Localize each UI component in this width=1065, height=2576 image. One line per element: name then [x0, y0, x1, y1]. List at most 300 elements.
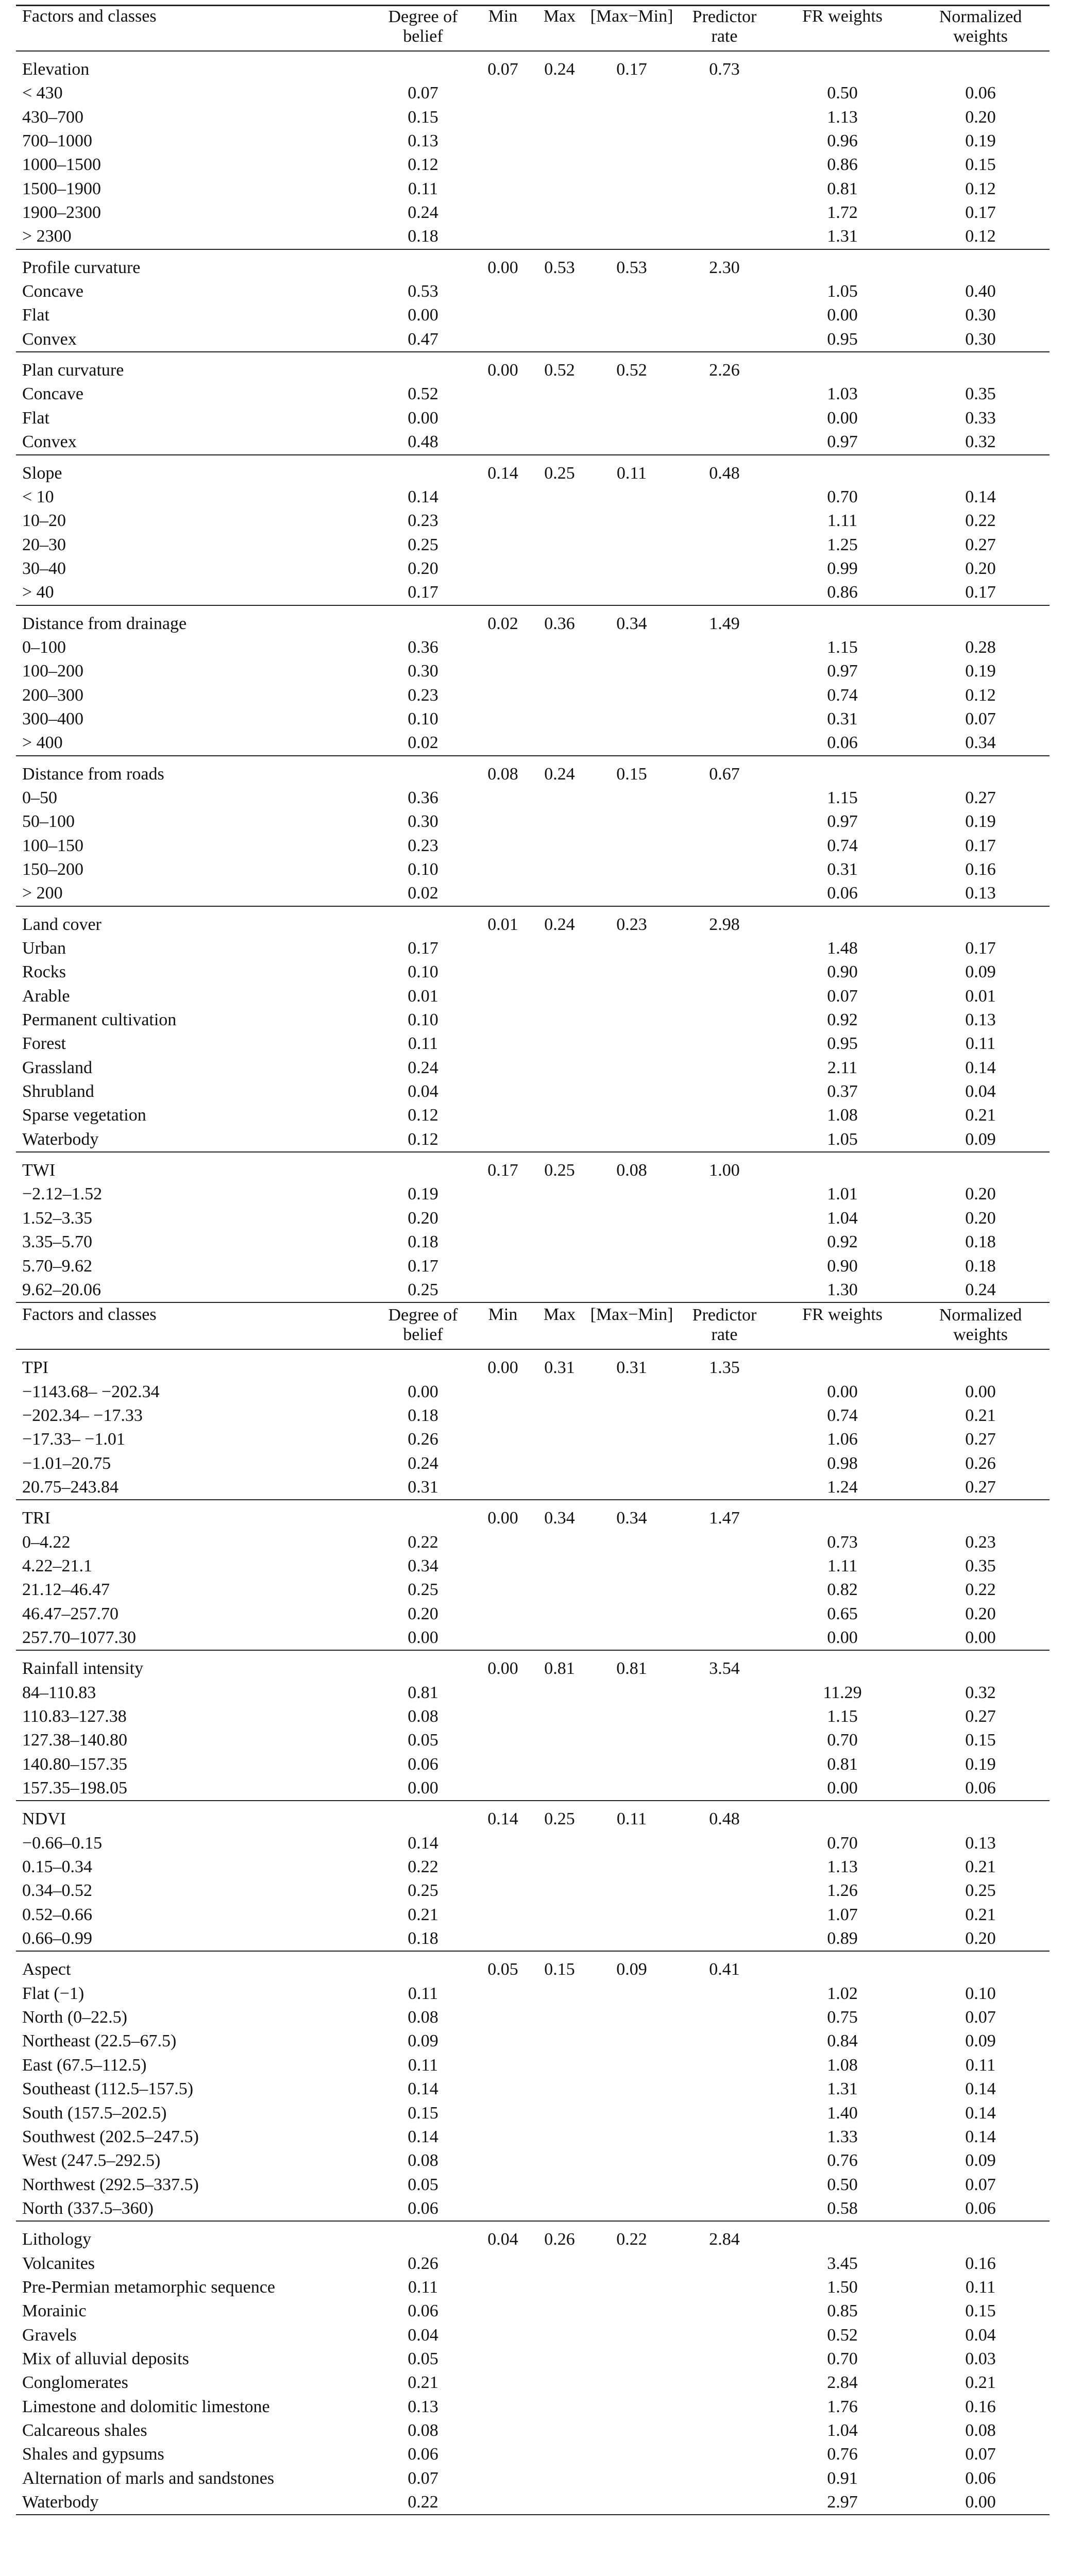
class-row: [16, 1230, 1050, 1254]
fr-weight-cell: 1.13: [827, 1857, 858, 1877]
class-name: > 400: [22, 733, 63, 753]
degree-of-belief-cell: 0.26: [408, 1430, 438, 1449]
predictor-rate-cell: [675, 1879, 773, 1903]
normalized-weight-cell: 0.19: [965, 662, 996, 681]
min-cell: [475, 1080, 531, 1104]
fr-weight-cell: 0.74: [827, 836, 858, 855]
class-row: [16, 485, 1050, 509]
min-cell: [475, 2077, 531, 2101]
min-cell: [475, 2443, 531, 2466]
predictor-rate-cell: [675, 2102, 773, 2125]
fr-weight-cell: 1.03: [827, 384, 858, 404]
min-cell: [475, 201, 531, 225]
min-cell: [475, 1927, 531, 1951]
class-name: Convex: [22, 432, 77, 452]
predictor-rate-cell: [675, 684, 773, 707]
factor-name: Elevation: [22, 60, 90, 79]
factor-group: [16, 605, 1050, 756]
normalized-weight-cell: 0.19: [965, 812, 996, 832]
max-min-cell: [588, 2371, 675, 2395]
degree-of-belief-cell: [371, 1657, 475, 1681]
class-row: [16, 1626, 1050, 1650]
predictor-rate-cell: [675, 2029, 773, 2053]
fr-weight-cell: 1.24: [827, 1477, 858, 1497]
predictor-rate-cell: [675, 810, 773, 834]
col-min-header: Min: [488, 1305, 518, 1325]
class-row: [16, 2173, 1050, 2197]
factor-name: Lithology: [22, 2230, 92, 2249]
min-cell: [475, 2276, 531, 2299]
degree-of-belief-cell: 0.06: [408, 2445, 438, 2464]
col-factors-classes-header: Factors and classes: [22, 7, 157, 26]
fr-weight-cell: 0.75: [827, 2008, 858, 2027]
predictor-rate-cell: [675, 382, 773, 406]
class-name: Sparse vegetation: [22, 1106, 146, 1125]
factor-group: [16, 1500, 1050, 1650]
degree-of-belief-cell: 0.25: [408, 1881, 438, 1901]
normalized-weight-cell: 0.16: [965, 2253, 996, 2273]
max-min-cell: [588, 2102, 675, 2125]
class-name: Conglomerates: [22, 2373, 128, 2393]
class-name: 5.70–9.62: [22, 1256, 92, 1276]
max-min-cell: [588, 1008, 675, 1032]
normalized-weight-cell: 0.27: [965, 1707, 996, 1726]
max-cell: [531, 834, 588, 858]
min-cell: [475, 1056, 531, 1080]
normalized-weight-cell: 0.12: [965, 685, 996, 705]
min-cell: [475, 731, 531, 755]
predictor-rate-cell: [675, 1626, 773, 1650]
max-cell: [531, 1428, 588, 1451]
col-normalized-weights-header: Normalized weights: [939, 7, 1022, 46]
class-name: 0.15–0.34: [22, 1857, 92, 1877]
class-row: [16, 1982, 1050, 2006]
max-cell: [531, 430, 588, 454]
fr-weight-cell: [773, 462, 911, 485]
predictor-rate-cell: [675, 2490, 773, 2515]
max-cell: 0.26: [544, 2230, 575, 2249]
max-cell: [531, 1705, 588, 1728]
normalized-weight-cell: 0.01: [965, 986, 996, 1006]
class-name: < 10: [22, 487, 54, 506]
max-cell: [531, 731, 588, 755]
fr-weight-cell: 0.70: [827, 2349, 858, 2368]
class-row: [16, 1008, 1050, 1032]
class-name: Southwest (202.5–247.5): [22, 2127, 199, 2146]
max-min-cell: 0.08: [616, 1161, 647, 1180]
class-row: [16, 557, 1050, 581]
min-cell: [475, 2299, 531, 2323]
class-name: Morainic: [22, 2301, 87, 2321]
max-min-cell: [588, 81, 675, 105]
normalized-weight-cell: 0.21: [965, 1857, 996, 1877]
degree-of-belief-cell: 0.05: [408, 2175, 438, 2194]
class-name: Flat: [22, 306, 49, 325]
max-min-cell: [588, 1128, 675, 1152]
max-cell: [531, 2054, 588, 2077]
max-cell: [531, 509, 588, 533]
normalized-weight-cell: 0.09: [965, 2151, 996, 2171]
predictor-rate-cell: [675, 406, 773, 430]
normalized-weight-cell: 0.13: [965, 884, 996, 903]
min-cell: [475, 129, 531, 153]
part-separator: [16, 1302, 1050, 1349]
max-cell: [531, 2467, 588, 2490]
max-min-cell: [588, 2443, 675, 2466]
degree-of-belief-cell: 0.26: [408, 2253, 438, 2273]
class-name: North (0–22.5): [22, 2008, 127, 2027]
fr-weight-cell: 0.76: [827, 2445, 858, 2464]
degree-of-belief-cell: 0.21: [408, 2373, 438, 2393]
fr-weight-cell: [773, 2228, 911, 2251]
max-min-cell: [588, 1554, 675, 1578]
max-min-cell: [588, 684, 675, 707]
fr-weight-cell: 0.70: [827, 1731, 858, 1750]
predictor-rate-cell: [675, 1753, 773, 1776]
min-cell: [475, 1230, 531, 1254]
normalized-weight-cell: 0.20: [965, 1929, 996, 1948]
max-cell: [531, 1626, 588, 1650]
fr-weight-cell: 0.89: [827, 1929, 858, 1948]
max-min-cell: [588, 2173, 675, 2197]
min-cell: [475, 2347, 531, 2371]
min-cell: [475, 2252, 531, 2276]
max-min-cell: [588, 557, 675, 581]
min-cell: 0.14: [487, 1809, 518, 1829]
fr-weight-cell: 1.50: [827, 2277, 858, 2297]
predictor-rate-cell: [675, 1776, 773, 1801]
max-cell: 0.31: [544, 1358, 575, 1378]
max-min-cell: [588, 2490, 675, 2515]
max-cell: [531, 2490, 588, 2515]
class-name: 0–100: [22, 637, 66, 657]
min-cell: [475, 2173, 531, 2197]
fr-weight-cell: [773, 612, 911, 636]
predictor-rate-cell: [675, 1602, 773, 1626]
predictor-rate-cell: [675, 2252, 773, 2276]
predictor-rate-cell: [675, 1056, 773, 1080]
degree-of-belief-cell: 0.10: [408, 709, 438, 728]
min-cell: [475, 1554, 531, 1578]
predictor-rate-cell: [675, 1578, 773, 1602]
class-name: 0.52–0.66: [22, 1905, 92, 1924]
degree-of-belief-cell: 0.15: [408, 107, 438, 127]
class-name: Waterbody: [22, 1129, 99, 1149]
normalized-weight-cell: [911, 1958, 1050, 1981]
normalized-weight-cell: [911, 1506, 1050, 1530]
max-cell: [531, 1554, 588, 1578]
predictor-rate-cell: 2.84: [709, 2230, 740, 2249]
max-min-cell: [588, 1855, 675, 1879]
fr-weight-cell: [773, 1807, 911, 1831]
class-row: [16, 2149, 1050, 2173]
fr-weight-cell: 0.50: [827, 2175, 858, 2194]
class-name: Flat: [22, 408, 49, 428]
min-cell: [475, 328, 531, 352]
min-cell: [475, 2197, 531, 2221]
max-min-cell: [588, 2054, 675, 2077]
fr-weight-cell: 0.86: [827, 583, 858, 602]
degree-of-belief-cell: 0.08: [408, 2151, 438, 2171]
class-name: 4.22–21.1: [22, 1556, 92, 1575]
normalized-weight-cell: 0.18: [965, 1232, 996, 1252]
max-min-cell: [588, 1104, 675, 1127]
fr-weight-cell: 1.05: [827, 1129, 858, 1149]
min-cell: [475, 636, 531, 659]
min-cell: [475, 1681, 531, 1705]
class-row: [16, 2419, 1050, 2443]
fr-weight-cell: 0.73: [827, 1532, 858, 1552]
factor-name: Rainfall intensity: [22, 1659, 144, 1679]
class-row: [16, 2467, 1050, 2490]
predictor-rate-cell: [675, 1380, 773, 1404]
class-name: 1.52–3.35: [22, 1208, 92, 1228]
normalized-weight-cell: 0.20: [965, 1184, 996, 1204]
class-row: [16, 1380, 1050, 1404]
fr-weight-cell: [773, 359, 911, 382]
class-row: [16, 1705, 1050, 1728]
predictor-rate-cell: [675, 1080, 773, 1104]
normalized-weight-cell: 0.21: [965, 1905, 996, 1924]
fr-weight-cell: [773, 1159, 911, 1182]
max-cell: [531, 1476, 588, 1500]
max-cell: [531, 1832, 588, 1855]
normalized-weight-cell: 0.14: [965, 487, 996, 506]
predictor-rate-cell: [675, 2395, 773, 2419]
class-name: > 200: [22, 884, 63, 903]
normalized-weight-cell: [911, 256, 1050, 280]
degree-of-belief-cell: 0.12: [408, 1106, 438, 1125]
predictor-rate-cell: [675, 1476, 773, 1500]
normalized-weight-cell: 0.22: [965, 511, 996, 531]
degree-of-belief-cell: 0.14: [408, 2127, 438, 2146]
normalized-weight-cell: 0.21: [965, 2373, 996, 2393]
normalized-weight-cell: 0.12: [965, 227, 996, 246]
normalized-weight-cell: 0.20: [965, 558, 996, 578]
degree-of-belief-cell: 0.00: [408, 306, 438, 325]
degree-of-belief-cell: 0.14: [408, 2079, 438, 2099]
max-min-cell: [588, 960, 675, 984]
max-cell: 0.24: [544, 764, 575, 784]
fr-weight-cell: [773, 1356, 911, 1380]
class-name: Convex: [22, 329, 77, 349]
max-min-cell: [588, 937, 675, 960]
frequency-ratio-table: [16, 5, 1050, 2515]
max-min-cell: [588, 1879, 675, 1903]
max-min-cell: 0.17: [616, 60, 647, 79]
min-cell: [475, 81, 531, 105]
class-row: [16, 201, 1050, 225]
degree-of-belief-cell: 0.00: [408, 1778, 438, 1798]
normalized-weight-cell: 0.10: [965, 1984, 996, 2003]
degree-of-belief-cell: 0.12: [408, 155, 438, 175]
fr-weight-cell: 1.02: [827, 1984, 858, 2003]
predictor-rate-cell: [675, 834, 773, 858]
degree-of-belief-cell: 0.07: [408, 83, 438, 103]
min-cell: [475, 2006, 531, 2029]
factor-row: [16, 1506, 1050, 1530]
min-cell: [475, 810, 531, 834]
min-cell: [475, 1104, 531, 1127]
degree-of-belief-cell: [371, 1807, 475, 1831]
factor-group: [16, 906, 1050, 1152]
class-row: [16, 1032, 1050, 1056]
predictor-rate-cell: 0.48: [709, 463, 740, 483]
degree-of-belief-cell: 0.22: [408, 2493, 438, 2512]
class-name: Pre-Permian metamorphic sequence: [22, 2277, 275, 2297]
max-min-cell: [588, 153, 675, 177]
predictor-rate-cell: [675, 1832, 773, 1855]
factor-name: Distance from drainage: [22, 614, 187, 633]
max-min-cell: [588, 1056, 675, 1080]
predictor-rate-cell: [675, 1230, 773, 1254]
fr-weight-cell: 0.99: [827, 558, 858, 578]
min-cell: [475, 1452, 531, 1476]
normalized-weight-cell: 0.06: [965, 2468, 996, 2488]
max-cell: [531, 2077, 588, 2101]
class-name: Northeast (22.5–67.5): [22, 2031, 177, 2051]
normalized-weight-cell: 0.07: [965, 2445, 996, 2464]
min-cell: 0.00: [487, 1509, 518, 1528]
predictor-rate-cell: [675, 225, 773, 249]
max-cell: [531, 1080, 588, 1104]
normalized-weight-cell: 0.11: [965, 2055, 996, 2075]
fr-weight-cell: 0.92: [827, 1010, 858, 1030]
fr-weight-cell: 0.70: [827, 1833, 858, 1853]
fr-weight-cell: 1.08: [827, 1106, 858, 1125]
degree-of-belief-cell: 0.19: [408, 1184, 438, 1204]
class-name: > 2300: [22, 227, 72, 246]
predictor-rate-cell: [675, 659, 773, 683]
factor-name: TRI: [22, 1509, 50, 1528]
predictor-rate-cell: 1.47: [709, 1509, 740, 1528]
class-name: 0.34–0.52: [22, 1881, 92, 1901]
factor-name: Aspect: [22, 1960, 71, 1979]
normalized-weight-cell: 0.03: [965, 2349, 996, 2368]
max-min-cell: [588, 834, 675, 858]
min-cell: 0.00: [487, 361, 518, 380]
normalized-weight-cell: 0.04: [965, 2325, 996, 2345]
max-cell: [531, 1855, 588, 1879]
class-row: [16, 303, 1050, 327]
normalized-weight-cell: [911, 2228, 1050, 2251]
min-cell: [475, 1476, 531, 1500]
predictor-rate-cell: 2.98: [709, 914, 740, 934]
degree-of-belief-cell: [371, 913, 475, 937]
max-cell: 0.25: [544, 1809, 575, 1829]
degree-of-belief-cell: 0.08: [408, 2008, 438, 2027]
class-name: 84–110.83: [22, 1683, 96, 1702]
factor-row: [16, 359, 1050, 382]
factor-name: Slope: [22, 463, 62, 483]
fr-weight-cell: 1.04: [827, 2420, 858, 2440]
min-cell: 0.05: [487, 1960, 518, 1979]
class-row: [16, 1776, 1050, 1801]
normalized-weight-cell: [911, 1356, 1050, 1380]
class-name: 30–40: [22, 558, 66, 578]
max-cell: [531, 2443, 588, 2466]
degree-of-belief-cell: [371, 2228, 475, 2251]
normalized-weight-cell: 0.17: [965, 939, 996, 958]
max-cell: [531, 328, 588, 352]
degree-of-belief-cell: 0.02: [408, 733, 438, 753]
class-row: [16, 177, 1050, 201]
factor-name: NDVI: [22, 1809, 66, 1829]
predictor-rate-cell: [675, 1182, 773, 1206]
max-min-cell: [588, 1602, 675, 1626]
fr-weight-cell: 1.48: [827, 939, 858, 958]
class-row: [16, 1927, 1050, 1951]
degree-of-belief-cell: 0.18: [408, 1232, 438, 1252]
min-cell: [475, 1531, 531, 1554]
max-min-cell: [588, 1380, 675, 1404]
predictor-rate-cell: 1.35: [709, 1358, 740, 1378]
max-min-cell: [588, 1705, 675, 1728]
max-cell: 0.25: [544, 1161, 575, 1180]
max-cell: [531, 1278, 588, 1302]
min-cell: [475, 1705, 531, 1728]
max-cell: [531, 1207, 588, 1230]
fr-weight-cell: 1.30: [827, 1280, 858, 1299]
table-header-part-1: [16, 6, 1050, 52]
class-row: [16, 684, 1050, 707]
min-cell: [475, 153, 531, 177]
degree-of-belief-cell: 0.15: [408, 2103, 438, 2123]
degree-of-belief-cell: 0.08: [408, 1707, 438, 1726]
predictor-rate-cell: [675, 1104, 773, 1127]
factor-row: [16, 1657, 1050, 1681]
factor-row: [16, 1807, 1050, 1831]
max-cell: [531, 533, 588, 557]
class-row: [16, 1903, 1050, 1927]
normalized-weight-cell: [911, 612, 1050, 636]
class-row: [16, 2324, 1050, 2347]
predictor-rate-cell: [675, 1452, 773, 1476]
fr-weight-cell: 1.06: [827, 1430, 858, 1449]
fr-weight-cell: 0.50: [827, 83, 858, 103]
class-row: [16, 1255, 1050, 1278]
normalized-weight-cell: [911, 58, 1050, 81]
degree-of-belief-cell: 0.23: [408, 511, 438, 531]
max-cell: [531, 1681, 588, 1705]
class-row: [16, 581, 1050, 605]
fr-weight-cell: 0.97: [827, 432, 858, 452]
max-min-cell: [588, 786, 675, 810]
predictor-rate-cell: [675, 2276, 773, 2299]
class-name: 46.47–257.70: [22, 1604, 119, 1623]
fr-weight-cell: 0.00: [827, 1628, 858, 1647]
factor-name: Distance from roads: [22, 764, 164, 784]
max-min-cell: [588, 177, 675, 201]
class-row: [16, 731, 1050, 755]
col-max-header: Max: [543, 1305, 576, 1325]
min-cell: [475, 2490, 531, 2515]
predictor-rate-cell: [675, 280, 773, 303]
fr-weight-cell: 1.40: [827, 2103, 858, 2123]
class-row: [16, 280, 1050, 303]
degree-of-belief-cell: 0.18: [408, 1405, 438, 1425]
predictor-rate-cell: [675, 2173, 773, 2197]
min-cell: 0.00: [487, 1358, 518, 1378]
min-cell: 0.00: [487, 258, 518, 277]
max-min-cell: 0.81: [616, 1659, 647, 1679]
max-cell: [531, 636, 588, 659]
factor-group: [16, 1650, 1050, 1801]
degree-of-belief-cell: 0.18: [408, 227, 438, 246]
predictor-rate-cell: [675, 303, 773, 327]
class-name: Arable: [22, 986, 70, 1006]
col-degree-of-belief-header: Degree of belief: [388, 1306, 458, 1345]
